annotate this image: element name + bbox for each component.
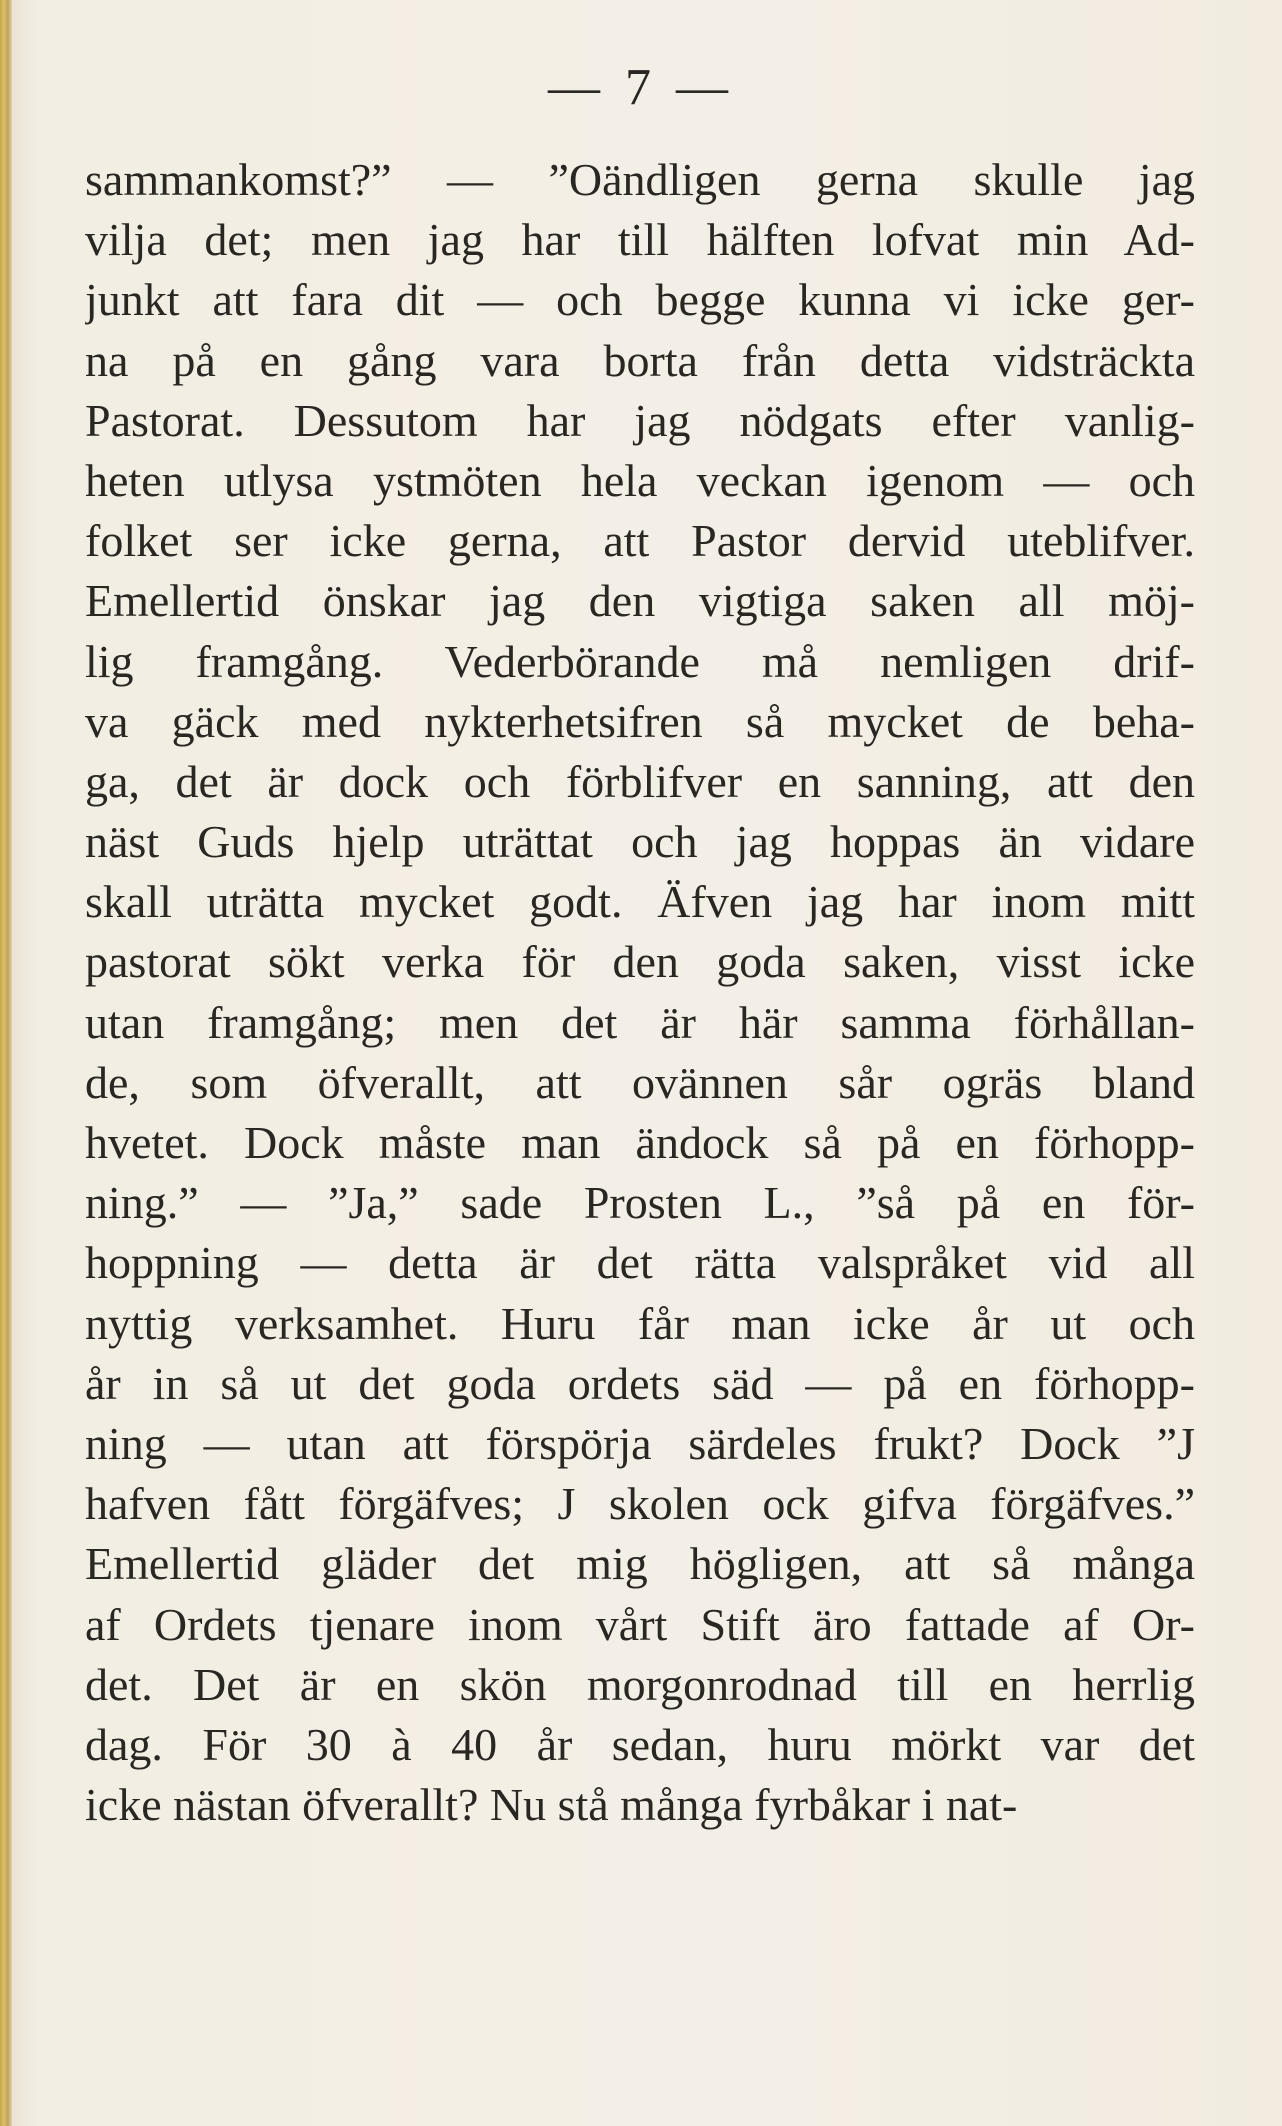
text-line: hvetet. Dock måste man ändock så på en förhopp- (85, 1117, 1195, 1168)
text-line: utan framgång; men det är här samma förhållan- (85, 996, 1195, 1048)
gilt-page-edge (0, 0, 12, 2126)
text-line: junkt att fara dit — och begge kunna vi icke ger- (85, 274, 1195, 326)
text-line: skall uträtta mycket godt. Äfven jag har inom mitt (85, 876, 1195, 928)
text-line: ga, det är dock och förblifver en sanning, att den (85, 755, 1195, 807)
text-line: Emellertid önskar jag den vigtiga saken all möj- (85, 575, 1195, 627)
text-line: dag. För 30 à 40 år sedan, huru mörkt var det (85, 1718, 1195, 1770)
text-line: sammankomst?” — ”Oändligen gerna skulle jag (85, 154, 1195, 205)
text-line: år in så ut det goda ordets säd — på en förhopp- (85, 1357, 1195, 1409)
text-line: ning — utan att förspörja särdeles frukt? Dock ”J (85, 1417, 1195, 1469)
page-number: — 7 — (548, 59, 734, 116)
text-line: Pastorat. Dessutom har jag nödgats efter vanlig- (85, 394, 1195, 446)
text-line: heten utlysa ystmöten hela veckan igenom — och (85, 454, 1195, 506)
text-line: lig framgång. Vederbörande må nemligen drif- (85, 635, 1195, 687)
text-line: vilja det; men jag har till hälften lofvat min Ad- (85, 214, 1195, 266)
text-line: na på en gång vara borta från detta vidsträckta (85, 334, 1195, 386)
text-line: nyttig verksamhet. Huru får man icke år ut och (85, 1297, 1195, 1349)
text-line: de, som öfverallt, att ovännen sår ogräs bland (85, 1056, 1195, 1108)
text-line: hafven fått förgäfves; J skolen ock gifva förgäfves.” (85, 1478, 1195, 1530)
body-text (85, 150, 1195, 1835)
text-line: det. Det är en skön morgonrodnad till en herrlig (85, 1658, 1195, 1710)
text-line: icke nästan öfverallt? Nu stå många fyrbåkar i nat- (85, 1779, 1018, 1831)
text-line: pastorat sökt verka för den goda saken, visst icke (85, 936, 1195, 988)
text-line: ning.” — ”Ja,” sade Prosten L., ”så på en för- (85, 1177, 1195, 1229)
text-line: folket ser icke gerna, att Pastor dervid uteblifver. (85, 515, 1195, 567)
text-line: af Ordets tjenare inom vårt Stift äro fattade af Or- (85, 1598, 1195, 1650)
text-line: näst Guds hjelp uträttat och jag hoppas än vidare (85, 816, 1195, 868)
text-line: va gäck med nykterhetsifren så mycket de beha- (85, 695, 1195, 747)
text-line: hoppning — detta är det rätta valspråket vid all (85, 1237, 1195, 1289)
text-line: Emellertid gläder det mig högligen, att så många (85, 1538, 1195, 1590)
